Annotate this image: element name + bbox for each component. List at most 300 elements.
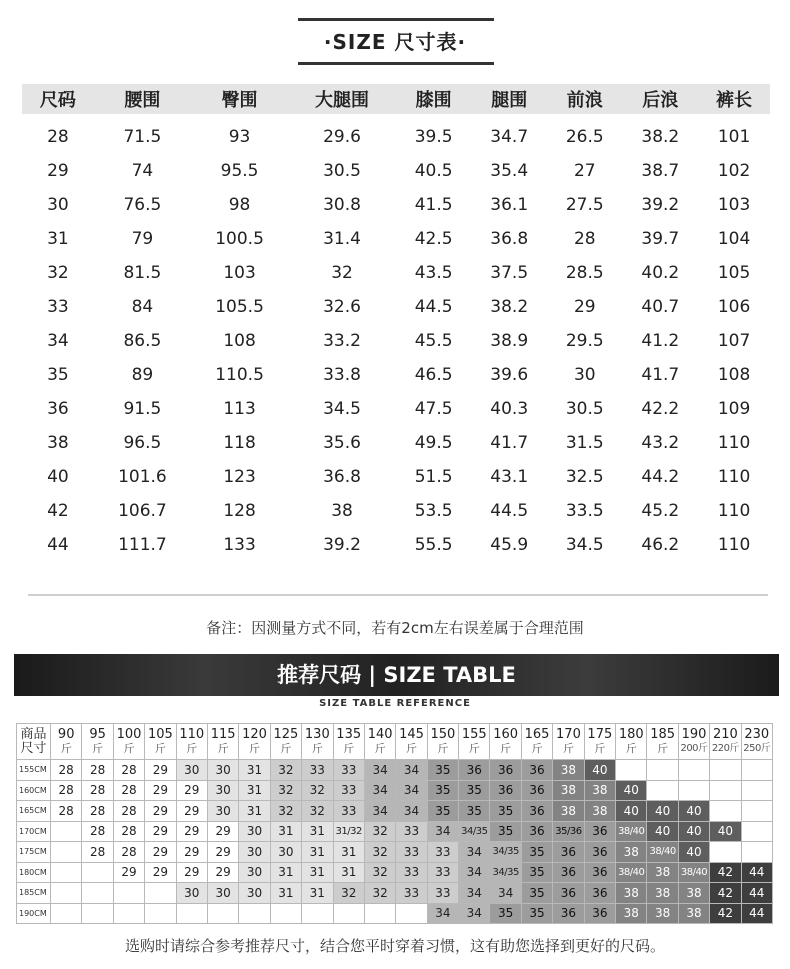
size-cell: 31 [270,862,301,883]
measurement-cell: 39.5 [414,127,453,147]
size-cell: 34 [427,821,458,842]
size-cell: 35 [521,903,552,924]
size-cell: 30 [239,883,270,904]
measurement-cell: 38 [47,433,69,453]
measurement-header-cell: 尺码 [22,84,94,114]
size-cell: 34 [459,903,490,924]
size-cell: 29 [176,842,207,863]
size-cell: 28 [82,801,113,822]
weight-header [239,724,270,760]
size-cell [396,903,427,924]
measurement-header-cell: 大腿围 [288,84,396,114]
page-title: ·SIZE 尺寸表· [323,30,467,54]
table-row [22,188,770,222]
measurement-cell: 34.5 [565,535,604,555]
measurement-cell: 110 [717,501,751,521]
size-cell: 28 [113,821,144,842]
measurement-cell: 36.8 [323,467,361,487]
measurement-cell: 84 [131,297,154,317]
measurement-cell: 86.5 [123,331,162,351]
size-cell: 35 [427,801,458,822]
measurement-cell: 36.8 [490,229,529,249]
size-cell: 28 [113,760,144,781]
weight-value: 230 [744,726,770,742]
size-cell [51,842,82,863]
size-cell: 29 [145,821,176,842]
size-cell: 40 [647,801,678,822]
size-cell: 32 [364,862,395,883]
weight-header [678,724,709,760]
size-cell [51,821,82,842]
measurement-cell: 41.5 [414,195,453,215]
weight-unit: 斤 [60,741,72,755]
size-cell: 31 [302,862,333,883]
measurement-header-cell: 前浪 [547,84,623,114]
size-cell: 36 [584,842,615,863]
measurement-cell: 33.5 [565,501,604,521]
size-cell [82,903,113,924]
measurement-cell: 39.2 [641,195,680,215]
weight-value: 125 [273,726,299,742]
measurement-cell: 27 [573,161,596,181]
size-cell: 34 [427,903,458,924]
weight-value: 120 [242,726,267,742]
size-cell [207,903,238,924]
size-cell [82,883,113,904]
size-cell: 38/40 [678,862,709,883]
size-cell [678,760,709,781]
size-cell: 33 [396,842,427,863]
size-cell: 42 [710,883,741,904]
size-cell [710,760,741,781]
measurement-cell: 89 [131,365,154,385]
measurement-cell: 46.2 [641,535,680,555]
size-cell [710,780,741,801]
table-row [22,528,770,562]
measurement-cell: 33 [47,297,69,317]
size-cell [616,760,647,781]
weight-value: 90 [57,726,75,742]
measurement-cell: 44.2 [641,467,680,487]
measurement-cell: 123 [223,467,256,487]
measurement-cell: 40.7 [641,297,680,317]
size-cell: 31 [302,842,333,863]
measurement-cell: 31.4 [323,229,361,249]
measurement-cell: 128 [223,501,256,521]
size-cell: 38/40 [616,821,647,842]
size-cell: 29 [176,780,207,801]
size-cell: 29 [207,862,238,883]
size-cell [741,780,772,801]
size-cell: 31 [333,842,364,863]
footer-advice: 选购时请综合参考推荐尺寸，结合您平时穿着习惯，这有助您选择到更好的尺码。 [124,937,665,955]
weight-unit: 斤 [625,741,637,755]
measurement-cell: 111.7 [118,535,167,555]
measurement-cell: 43.5 [414,263,453,283]
measurement-cell: 51.5 [414,467,453,487]
measurement-cell: 32 [331,263,353,283]
measurement-cell: 30.5 [565,399,604,419]
size-cell: 40 [678,842,709,863]
height-label: 175CM [17,842,51,863]
size-cell: 32 [270,780,301,801]
size-cell: 38/40 [647,842,678,863]
table-row [17,821,773,842]
size-cell: 38 [553,760,584,781]
measurement-cell: 28 [573,229,596,249]
measurement-cell: 36 [47,399,69,419]
size-cell [741,842,772,863]
recommendation-body [17,760,773,924]
measurement-cell: 31 [47,229,69,249]
measurement-body [22,114,770,562]
size-cell: 35 [459,780,490,801]
size-cell [113,883,144,904]
measurement-cell: 41.7 [641,365,680,385]
size-cell: 31 [239,801,270,822]
size-cell: 32 [364,842,395,863]
measurement-cell: 110 [717,535,751,555]
size-cell: 30 [207,801,238,822]
size-cell: 35 [521,862,552,883]
size-cell: 34 [396,780,427,801]
size-cell: 42 [710,862,741,883]
measurement-cell: 38.9 [490,331,529,351]
size-cell: 29 [207,821,238,842]
size-cell [176,903,207,924]
measurement-cell: 106.7 [118,501,167,521]
corner-label-top: 商品 [20,726,47,742]
size-cell: 33 [396,883,427,904]
table-row [22,426,770,460]
size-cell: 31/32 [333,821,364,842]
height-label: 185CM [17,883,51,904]
size-cell: 32 [302,801,333,822]
measurement-cell: 38.7 [641,161,680,181]
weight-header [207,724,238,760]
size-cell: 29 [176,801,207,822]
size-cell: 29 [176,862,207,883]
measurement-cell: 36.1 [490,195,529,215]
size-cell: 40 [647,821,678,842]
table-row [22,460,770,494]
size-cell [364,903,395,924]
measurement-cell: 133 [223,535,256,555]
weight-header [51,724,82,760]
size-cell [51,862,82,883]
measurement-cell: 35.6 [323,433,361,453]
weight-header [176,724,207,760]
title-rule-bottom [298,62,494,65]
measurement-cell: 108 [717,365,751,385]
weight-unit: 斤 [531,741,543,755]
size-cell: 33 [333,780,364,801]
weight-value: 110 [179,726,205,742]
measurement-cell: 37.5 [490,263,529,283]
size-cell: 30 [239,862,270,883]
measurement-cell: 104 [717,229,751,249]
weight-header [364,724,395,760]
size-cell: 33 [396,862,427,883]
size-cell: 35/36 [553,821,584,842]
size-cell: 36 [521,801,552,822]
size-cell: 33 [427,883,458,904]
size-cell: 32 [333,883,364,904]
table-row [22,392,770,426]
weight-unit: 斤 [217,741,229,755]
table-row [22,222,770,256]
size-cell: 34 [459,862,490,883]
size-cell: 38 [584,780,615,801]
size-cell: 31 [239,760,270,781]
weight-value: 150 [430,726,456,742]
size-cell: 28 [82,821,113,842]
measurement-cell: 41.2 [641,331,680,351]
size-cell [741,760,772,781]
measurement-cell: 74 [131,161,154,181]
measurement-cell: 34.7 [490,127,529,147]
weight-value: 135 [336,726,362,742]
weight-header [270,724,301,760]
size-cell: 34/35 [490,862,521,883]
weight-header [490,724,521,760]
measurement-cell: 27.5 [565,195,604,215]
table-row [22,256,770,290]
measurement-cell: 46.5 [414,365,453,385]
measurement-cell: 38.2 [641,127,680,147]
measurement-cell: 41.7 [490,433,529,453]
size-cell [333,903,364,924]
weight-value: 155 [461,726,487,742]
measurement-cell: 29.5 [565,331,604,351]
measurement-cell: 28 [47,127,69,147]
size-cell: 31 [270,821,301,842]
size-cell [82,862,113,883]
size-cell [145,903,176,924]
size-cell [741,821,772,842]
measurement-cell: 32.6 [323,297,361,317]
table-row [17,780,773,801]
size-cell: 34 [459,842,490,863]
size-cell: 30 [239,821,270,842]
size-cell: 29 [113,862,144,883]
measurement-cell: 43.1 [490,467,529,487]
measurement-header-cell: 臀围 [191,84,288,114]
size-cell: 33 [333,760,364,781]
measurement-cell: 42 [47,501,69,521]
weight-header [302,724,333,760]
size-cell: 36 [584,903,615,924]
measurement-cell: 105.5 [215,297,264,317]
size-cell: 35 [427,760,458,781]
table-row [17,801,773,822]
measurement-cell: 44.5 [414,297,453,317]
size-cell: 38 [616,883,647,904]
size-cell: 31 [302,883,333,904]
measurement-header-cell: 裤长 [698,84,770,114]
measurement-cell: 39.6 [490,365,529,385]
measurement-cell: 34.5 [323,399,361,419]
measurement-cell: 71.5 [123,127,162,147]
weight-unit: 斤 [311,741,323,755]
size-cell: 34 [364,801,395,822]
size-cell: 30 [207,883,238,904]
measurement-header-cell: 后浪 [623,84,699,114]
measurement-cell: 30.5 [323,161,361,181]
size-cell: 40 [710,821,741,842]
measurement-cell: 76.5 [123,195,162,215]
weight-header [145,724,176,760]
measurement-cell: 42.2 [641,399,680,419]
weight-unit: 250斤 [743,742,771,754]
table-row [17,760,773,781]
size-cell: 28 [113,780,144,801]
weight-unit: 220斤 [711,742,739,754]
weight-unit: 斤 [249,741,261,755]
size-cell: 35 [490,801,521,822]
measurement-cell: 110 [717,467,751,487]
size-cell: 28 [82,842,113,863]
weight-value: 165 [524,726,550,742]
measurement-cell: 33.2 [323,331,361,351]
measurement-cell: 30.8 [323,195,361,215]
measurement-cell: 107 [717,331,751,351]
size-cell: 38 [616,903,647,924]
measurement-cell: 42.5 [414,229,453,249]
size-cell: 29 [145,842,176,863]
size-cell: 35 [490,903,521,924]
size-cell: 42 [710,903,741,924]
measurement-cell: 33.8 [323,365,361,385]
measurement-cell: 43.2 [641,433,680,453]
size-cell: 40 [678,821,709,842]
measurement-cell: 30 [47,195,69,215]
size-cell [710,842,741,863]
measurement-header-row [22,84,770,114]
weight-header [553,724,584,760]
size-cell: 44 [741,903,772,924]
size-cell: 38 [647,903,678,924]
measurement-cell: 55.5 [414,535,453,555]
table-row [22,154,770,188]
measurement-cell: 32 [47,263,69,283]
size-cell: 34/35 [459,821,490,842]
measurement-cell: 29 [573,297,596,317]
recommendation-header-row [17,724,773,760]
size-cell: 34 [396,760,427,781]
table-row [22,114,770,154]
weight-value: 105 [147,726,173,742]
size-cell: 33 [302,760,333,781]
measurement-cell: 40.5 [414,161,453,181]
size-cell: 34/35 [490,842,521,863]
size-cell: 35 [427,780,458,801]
size-cell: 28 [82,780,113,801]
measurement-header-cell: 腿围 [471,84,547,114]
size-cell: 44 [741,883,772,904]
measurement-cell: 44 [47,535,69,555]
table-row [22,358,770,392]
measurement-cell: 109 [717,399,751,419]
size-cell: 28 [113,801,144,822]
measurement-note: 备注：因测量方式不同，若有2cm左右误差属于合理范围 [206,619,584,637]
size-cell: 34 [459,883,490,904]
measurement-cell: 108 [223,331,256,351]
corner-label-bottom: 尺寸 [20,740,47,756]
size-cell: 36 [553,903,584,924]
weight-value: 130 [304,726,330,742]
size-cell [741,801,772,822]
weight-header [82,724,113,760]
size-cell: 29 [145,801,176,822]
measurement-cell: 28.5 [565,263,604,283]
size-cell: 36 [584,821,615,842]
size-cell: 34 [364,760,395,781]
size-cell: 32 [270,801,301,822]
measurement-cell: 113 [223,399,256,419]
size-cell: 34 [364,780,395,801]
weight-value: 160 [493,726,519,742]
size-cell: 28 [82,760,113,781]
weight-header [427,724,458,760]
measurement-table [22,84,770,562]
measurement-cell: 93 [228,127,251,147]
weight-header [396,724,427,760]
size-cell: 40 [616,780,647,801]
size-cell: 30 [176,760,207,781]
table-row [17,842,773,863]
corner-header [17,724,51,760]
size-cell: 38 [647,862,678,883]
size-cell [51,903,82,924]
measurement-cell: 101.6 [118,467,167,487]
weight-header [616,724,647,760]
measurement-cell: 103 [717,195,751,215]
weight-value: 210 [712,726,738,742]
size-cell: 40 [584,760,615,781]
size-cell: 40 [616,801,647,822]
height-label: 190CM [17,903,51,924]
measurement-cell: 39.2 [323,535,361,555]
measurement-cell: 45.5 [414,331,453,351]
weight-header [113,724,144,760]
weight-value: 190 [681,726,707,742]
measurement-cell: 103 [223,263,256,283]
size-cell: 32 [302,780,333,801]
weight-unit: 斤 [500,741,512,755]
size-table-banner: 推荐尺码 | SIZE TABLE [14,654,779,696]
table-row [17,903,773,924]
table-row [17,862,773,883]
size-cell: 28 [113,842,144,863]
section-divider [28,594,768,596]
measurement-cell: 91.5 [123,399,162,419]
size-cell: 28 [51,780,82,801]
measurement-cell: 29 [47,161,69,181]
measurement-cell: 35 [47,365,69,385]
size-cell: 29 [145,780,176,801]
weight-unit: 斤 [657,741,669,755]
size-cell: 35 [490,821,521,842]
weight-value: 95 [89,726,106,742]
size-cell [647,760,678,781]
weight-header [459,724,490,760]
size-cell: 40 [678,801,709,822]
measurement-header-cell: 腰围 [94,84,191,114]
measurement-cell: 40.3 [490,399,529,419]
size-cell: 32 [364,821,395,842]
size-cell: 30 [239,842,270,863]
